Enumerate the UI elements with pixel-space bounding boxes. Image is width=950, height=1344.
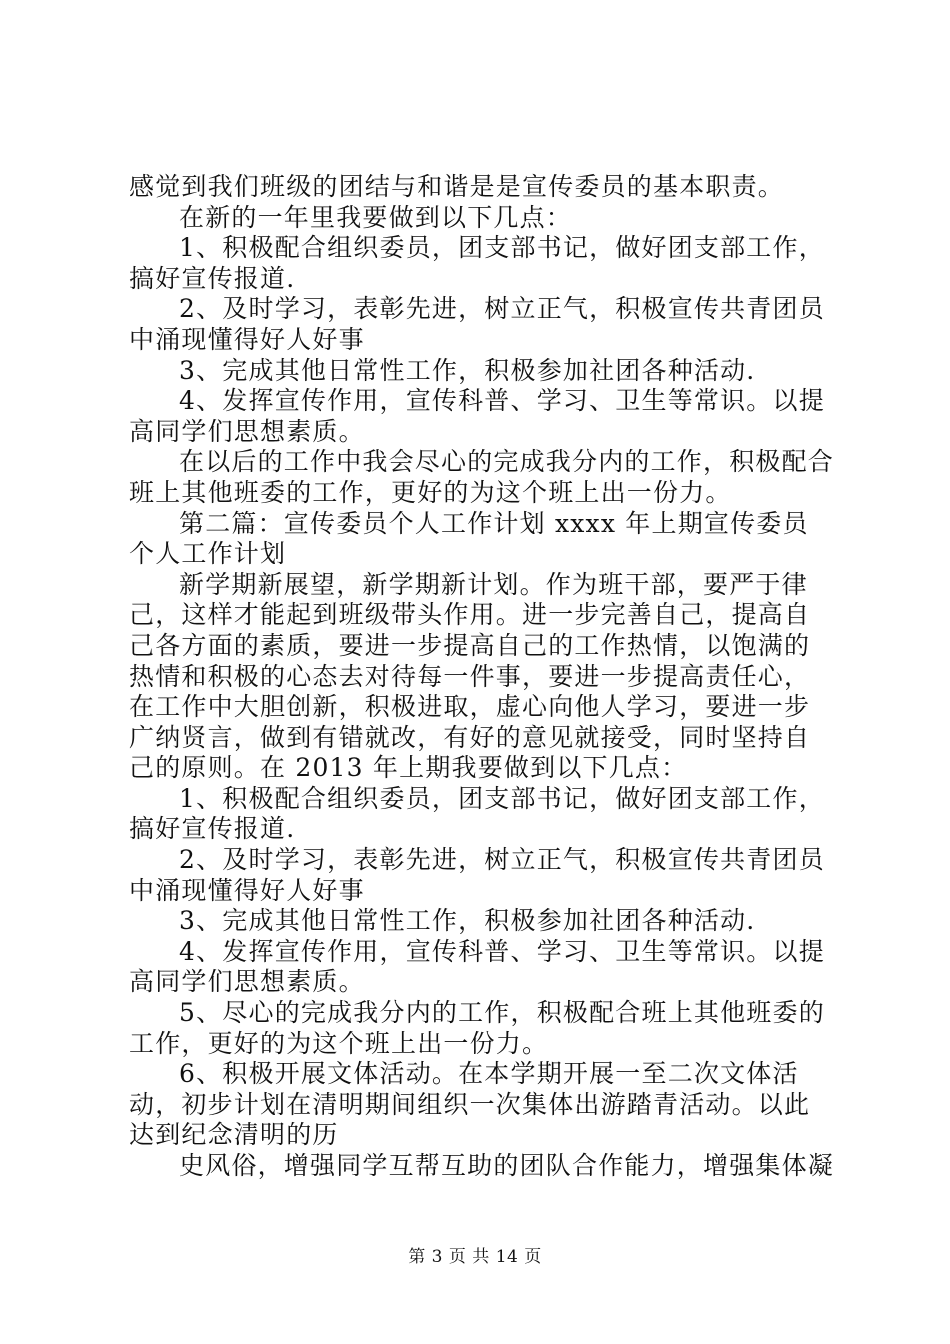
list-item: 3、完成其他日常性工作，积极参加社团各种活动.	[179, 355, 756, 385]
section-heading: 第二篇：宣传委员个人工作计划 xxxx 年上期宣传委员个人工作计划	[129, 508, 809, 569]
list-item: 1、积极配合组织委员，团支部书记，做好团支部工作，搞好宣传报道.	[129, 783, 825, 844]
paragraph: 感觉到我们班级的团结与和谐是是宣传委员的基本职责。	[129, 172, 785, 201]
list-item: 1、积极配合组织委员，团支部书记，做好团支部工作，搞好宣传报道.	[129, 233, 825, 293]
paragraph: 在以后的工作中我会尽心的完成我分内的工作，积极配合班上其他班委的工作，更好的为这个班上出一份力。	[129, 447, 835, 507]
list-item: 5、尽心的完成我分内的工作，积极配合班上其他班委的工作，更好的为这个班上出一份力。	[129, 998, 825, 1058]
paragraph: 史风俗，增强同学互帮互助的团队合作能力，增强集体凝	[179, 1151, 835, 1180]
paragraph: 在新的一年里我要做到以下几点：	[179, 202, 573, 232]
list-item: 4、发挥宣传作用，宣传科普、学习、卫生等常识。以提高同学们思想素质。	[129, 936, 825, 997]
page-number-footer: 第 3 页 共 14 页	[408, 1247, 542, 1267]
document-body	[129, 172, 834, 1182]
paragraph: 新学期新展望，新学期新计划。作为班干部，要严于律己，这样才能起到班级带头作用。进一步完善自己，提高自己各方面的素质，要进一步提高自己的工作热情，以饱满的热情和积极的心态去对待每一件事，要进一步提高责任心，在工作中大胆创新，积极进取，虚心向他人学习，要进一步广纳贤言，做到有错就改，有好的意见就接受，同时坚持自己的原则。在 2013 年上期我要做到以下几点：	[129, 569, 811, 783]
list-item: 2、及时学习，表彰先进，树立正气，积极宣传共青团员中涌现懂得好人好事	[129, 845, 825, 905]
list-item: 6、积极开展文体活动。在本学期开展一至二次文体活动，初步计划在清明期间组织一次集体出游踏青活动。以此达到纪念清明的历	[129, 1059, 811, 1150]
list-item: 4、发挥宣传作用，宣传科普、学习、卫生等常识。以提高同学们思想素质。	[129, 386, 825, 446]
list-item: 2、及时学习，表彰先进，树立正气，积极宣传共青团员中涌现懂得好人好事	[129, 294, 825, 354]
list-item: 3、完成其他日常性工作，积极参加社团各种活动.	[179, 906, 756, 936]
